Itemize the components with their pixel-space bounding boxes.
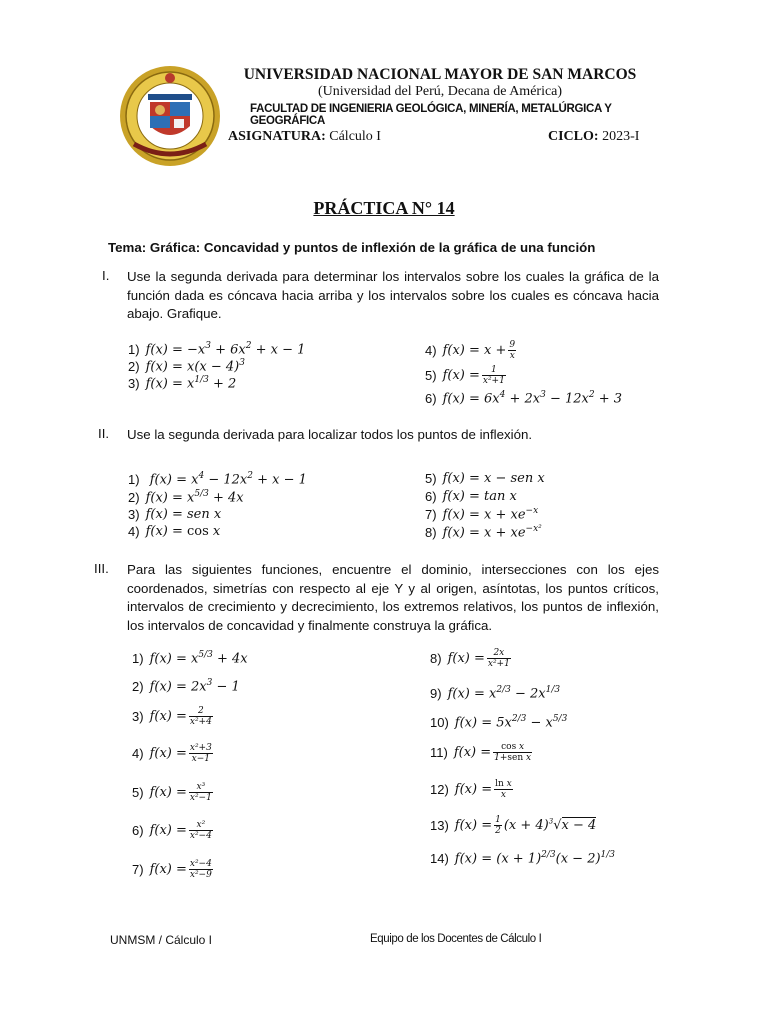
exercise: 4) f(x) = $\frac{\text{x²+3}}{x-1}$ <box>132 743 212 764</box>
exercise: 8) $f(x) = x + xe^{-x^2}$ <box>425 524 542 541</box>
section-text: Use la segunda derivada para localizar todos los puntos de inflexión. <box>127 427 533 442</box>
exercise: 5) f(x) = $\frac{1}{\text{x²+1}}$ <box>425 365 505 386</box>
section-text: Para las siguientes funciones, encuentre el dominio, intersecciones con los ejes coordenados, simetrías con respecto al eje Y y al origen, asíntotas, los puntos críticos, intervalos de crecimiento y decrecimiento, los extremos relativos, los puntos de inflexión, los intervalos de concavidad y finalmente construya la gráfica. <box>127 562 659 633</box>
exercise: 3) f(x) = $\frac{2}{\text{x²+4}}$ <box>132 706 212 727</box>
exercise: 8) f(x) = $\frac{2x}{\text{x²+1}}$ <box>430 648 510 669</box>
exercise: 6) f(x) = tan x <box>425 489 517 504</box>
exercise: 5) f(x) = x − sen x <box>425 471 545 486</box>
topic-line: Tema: Gráfica: Concavidad y puntos de inflexión de la gráfica de una función <box>108 240 596 255</box>
section-text: Use la segunda derivada para determinar los intervalos sobre los cuales la gráfica de la función dada es cóncava hacia arriba y los intervalos sobre los cuales es cóncava hacia abajo. Grafique. <box>127 269 659 321</box>
exercise: 2) $f(x) = x(x - 4)^3$ <box>128 358 245 375</box>
footer-left: UNMSM / Cálculo I <box>110 933 213 947</box>
subject-line <box>228 129 381 145</box>
subject-value: Cálculo I <box>329 129 381 144</box>
exercise: 6) f(x) = $\frac{\text{x²}}{\text{x²−4}}$ <box>132 820 212 841</box>
exercise: 1) $f(x) = x^4 - 12x^2 + x - 1$ <box>128 471 307 488</box>
section-numeral: I. <box>102 268 110 283</box>
section-numeral: II. <box>98 426 110 441</box>
exercise: 4) f(x) = x + $\frac{9}{x}$ <box>425 340 516 361</box>
exercise: 1) $f(x) = -x^3 + 6x^2 + x - 1$ <box>128 341 306 358</box>
university-name: UNIVERSIDAD NACIONAL MAYOR DE SAN MARCOS <box>243 66 637 83</box>
exercise: 13) f(x) = $\frac{1}{2}$ $(x + 4)^3√x - 4$ <box>430 815 597 836</box>
exercise: 4) f(x) = cos x <box>128 524 221 539</box>
exercise: 10) $f(x) = 5x^{2/3} - x^{5/3}$ <box>430 714 568 731</box>
section-numeral: III. <box>94 561 109 576</box>
exercise: 11) f(x) = $\frac{\text{cos x}}{\text{1+sen x}}$ <box>430 742 532 763</box>
university-subtitle: (Universidad del Perú, Decana de América) <box>317 84 563 99</box>
footer-center: Equipo de los Docentes de Cálculo I <box>370 933 542 945</box>
exercise: 7) $f(x) = x + xe^{-x}$ <box>425 506 539 523</box>
exercise: 14) $f(x) = (x + 1)^{2/3}(x - 2)^{1/3}$ <box>430 850 616 867</box>
exercise: 9) $f(x) = x^{2/3} - 2x^{1/3}$ <box>430 685 561 702</box>
exercise: 12) f(x) = $\frac{\text{ln x}}{x}$ <box>430 779 512 800</box>
cycle-label: CICLO: <box>548 129 599 144</box>
cycle-value: 2023-I <box>602 129 640 144</box>
university-seal <box>118 64 222 168</box>
exercise: 7) f(x) = $\frac{\text{x²−4}}{\text{x²−9}}$ <box>132 859 212 880</box>
cycle-line <box>548 129 639 145</box>
subject-label: ASIGNATURA: <box>228 129 326 144</box>
exercise: 2) $f(x) = 2x^3 - 1$ <box>132 678 240 695</box>
page-title: PRÁCTICA N° 14 <box>313 198 455 218</box>
faculty-name: FACULTAD DE INGENIERIA GEOLÓGICA, MINERÍA, METALÚRGICA Y GEOGRÁFICA <box>250 103 612 127</box>
exercise: 5) f(x) = $\frac{\text{x³}}{\text{x²−1}}$ <box>132 782 212 803</box>
exercise: 3) f(x) = sen x <box>128 507 222 522</box>
exercise: 3) $f(x) = x^{1/3} + 2$ <box>128 375 237 392</box>
exercise: 1) $f(x) = x^{5/3} + 4x$ <box>132 650 248 667</box>
exercise: 6) $f(x) = 6x^4 + 2x^3 - 12x^2 + 3$ <box>425 390 623 407</box>
exercise: 2) $f(x) = x^{5/3} + 4x$ <box>128 489 244 506</box>
